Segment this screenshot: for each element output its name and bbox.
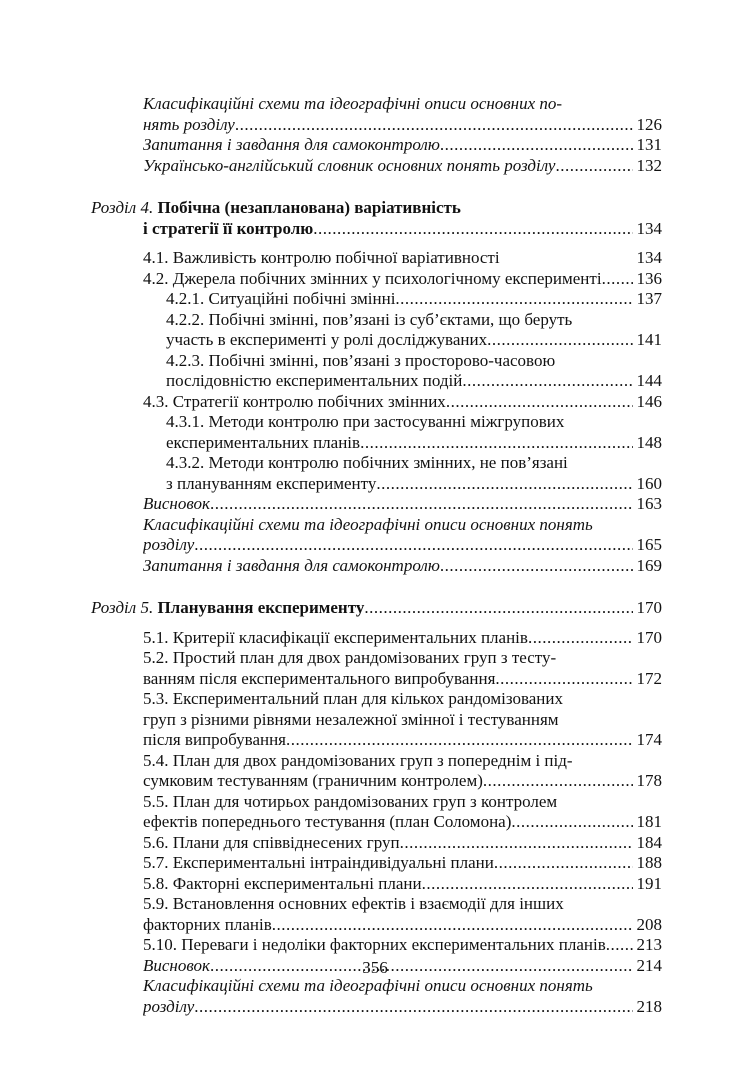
toc-row <box>0 771 750 792</box>
toc-entry[interactable] <box>143 494 662 515</box>
toc-row <box>0 371 750 392</box>
toc-entry-text: 4.3. Стратегії контролю побічних змінних <box>143 391 446 411</box>
toc-entry-text: Класифікаційні схеми та ідеографічні описи основних по- <box>143 94 563 113</box>
dot-leader <box>235 115 633 136</box>
toc-entry[interactable] <box>166 289 662 310</box>
toc-row <box>0 433 750 454</box>
toc-row <box>0 412 750 433</box>
dot-leader <box>376 474 633 495</box>
toc-row <box>0 853 750 874</box>
toc-entry-text: сумковим тестуванням (граничним контролем) <box>143 771 483 790</box>
toc-entry[interactable] <box>143 997 662 1018</box>
toc-entry-text: Висновок <box>143 955 210 975</box>
toc-page-number: 170 <box>636 627 662 647</box>
toc-page-number: 214 <box>636 955 662 975</box>
toc-entry[interactable] <box>166 371 662 392</box>
toc-page-number: 136 <box>636 268 662 288</box>
toc-row <box>0 392 750 413</box>
toc-row <box>0 710 750 731</box>
toc-entry-text: з плануванням експерименту <box>166 473 377 493</box>
toc-page-number: 160 <box>636 473 662 493</box>
toc-entry-text: послідовністю експериментальних подій <box>166 371 463 390</box>
toc-page-number: 132 <box>636 155 662 175</box>
toc-entry-text: Запитання і завдання для самоконтролю <box>143 555 440 575</box>
toc-page-number: 131 <box>636 135 662 154</box>
toc-row <box>0 219 750 240</box>
toc-entry[interactable] <box>143 833 662 854</box>
toc-row <box>0 515 750 536</box>
toc-page-number: 148 <box>636 432 662 452</box>
dot-leader <box>395 289 633 310</box>
toc-entry[interactable] <box>143 669 662 690</box>
chapter-title: Побічна (незапланована) варіативність <box>157 198 461 217</box>
toc-page-number: 218 <box>636 996 662 1016</box>
toc-entry-text: 4.2. Джерела побічних змінних у психологічному експерименті <box>143 268 602 288</box>
toc-row <box>0 351 750 372</box>
toc-row <box>0 289 750 310</box>
dot-leader <box>528 628 633 649</box>
dot-leader <box>446 392 633 413</box>
toc-row <box>0 730 750 751</box>
toc-row <box>0 269 750 290</box>
toc-entry-text: ванням після експериментального випробування <box>143 668 496 688</box>
chapter-title: Планування експерименту <box>157 598 365 617</box>
toc-entry-text: участь в експерименті у ролі досліджуваних <box>166 330 488 349</box>
toc-entry-text[interactable]: 4.1. Важливість контролю побічної варіативності <box>143 248 500 267</box>
chapter-heading <box>0 598 750 619</box>
toc-page-number: 141 <box>636 330 662 349</box>
toc-row <box>0 156 750 177</box>
toc-page-number: 188 <box>636 853 662 872</box>
toc-row <box>0 115 750 136</box>
toc-entry[interactable] <box>91 598 662 619</box>
toc-entry-text: 4.3.1. Методи контролю при застосуванні міжгрупових <box>166 412 565 431</box>
toc-entry[interactable] <box>143 269 662 290</box>
toc-page-number: 163 <box>636 494 662 513</box>
toc-entry[interactable] <box>143 935 662 956</box>
toc-entry[interactable] <box>166 474 662 495</box>
toc-entry-text: 4.2.2. Побічні змінні, пов’язані із суб’єктами, що беруть <box>166 309 573 329</box>
toc-entry-text: 5.1. Критерії класифікації експериментальних планів <box>143 627 528 647</box>
toc-entry-text: ефектів попереднього тестування (план Соломона) <box>143 812 512 831</box>
toc-entry-text: 5.2. Простий план для двох рандомізованих груп з тесту- <box>143 648 557 667</box>
toc-page-number: 178 <box>636 771 662 790</box>
dot-leader <box>422 874 633 895</box>
toc-entry[interactable] <box>143 156 662 177</box>
toc-entry-text: Класифікаційні схеми та ідеографічні описи основних понять <box>143 976 593 995</box>
chapter-label: Розділ 4. <box>91 198 154 217</box>
toc-row <box>0 976 750 997</box>
dot-leader <box>483 771 633 792</box>
toc-row <box>0 833 750 854</box>
toc-page-number: 181 <box>636 812 662 831</box>
toc-entry-text: Запитання і завдання для самоконтролю <box>143 135 440 154</box>
toc-row <box>0 648 750 669</box>
toc-entry-text: 5.6. Плани для співвіднесених груп <box>143 832 400 852</box>
toc-row <box>0 135 750 156</box>
dot-leader <box>495 669 633 690</box>
toc-entry[interactable] <box>143 730 662 751</box>
dot-leader <box>494 853 633 874</box>
toc-entry[interactable] <box>143 219 662 240</box>
toc-entry[interactable] <box>143 392 662 413</box>
toc-row <box>0 751 750 772</box>
toc-entry-text: 5.8. Факторні експериментальні плани <box>143 873 422 893</box>
toc-entry-text: 5.3. Експериментальний план для кількох рандомізованих <box>143 689 563 708</box>
toc-row <box>0 915 750 936</box>
toc-entry-text: 5.4. План для двох рандомізованих груп з попереднім і під- <box>143 750 573 770</box>
toc-entry-text: нять розділу <box>143 114 235 134</box>
toc-entry[interactable] <box>143 135 662 156</box>
toc-row <box>0 812 750 833</box>
toc-page-number: 208 <box>636 914 662 934</box>
toc-row <box>0 474 750 495</box>
toc-page-number: 137 <box>636 289 662 308</box>
dot-leader <box>194 535 633 556</box>
toc-entry-text: Висновок <box>143 494 210 513</box>
toc-entry[interactable] <box>143 535 662 556</box>
toc-row <box>0 628 750 649</box>
toc-page-number: 146 <box>636 391 662 411</box>
toc-entry[interactable] <box>143 115 662 136</box>
toc-entry-text: 4.2.1. Ситуаційні побічні змінні <box>166 289 396 308</box>
chapter-heading <box>0 198 750 219</box>
toc-entry[interactable] <box>143 628 662 649</box>
dot-leader <box>286 730 633 751</box>
dot-leader <box>555 156 633 177</box>
toc-entry[interactable] <box>143 812 662 833</box>
chapter-title: і стратегії її контролю <box>143 218 314 238</box>
toc-page-number: 191 <box>636 873 662 893</box>
toc-entry-text: груп з різними рівнями незалежної змінної і тестуванням <box>143 709 559 729</box>
toc-entry-text: експериментальних планів <box>166 432 361 452</box>
dot-leader <box>364 598 633 619</box>
toc-page-number: 126 <box>636 114 662 134</box>
toc-page-number: 134 <box>636 248 662 267</box>
toc-entry-text: Класифікаційні схеми та ідеографічні описи основних понять <box>143 514 593 534</box>
dot-leader <box>272 915 633 936</box>
toc-entry-text: 5.7. Експериментальні інтраіндивідуальні плани <box>143 853 494 872</box>
toc-page-number: 213 <box>636 935 662 954</box>
toc-row <box>0 669 750 690</box>
dot-leader <box>462 371 633 392</box>
toc-entry[interactable] <box>143 556 662 577</box>
toc-row <box>0 689 750 710</box>
toc-page-number: 174 <box>636 730 662 749</box>
toc-entry[interactable] <box>143 874 662 895</box>
toc-entry-text: 5.5. План для чотирьох рандомізованих груп з контролем <box>143 791 558 811</box>
toc-entry[interactable] <box>166 330 662 351</box>
toc-entry-text: 4.3.2. Методи контролю побічних змінних, не пов’язані <box>166 453 568 472</box>
toc-page-number: 165 <box>636 535 662 554</box>
dot-leader <box>210 494 633 515</box>
dot-leader <box>440 556 633 577</box>
dot-leader <box>440 135 633 156</box>
toc-entry[interactable] <box>143 915 662 936</box>
toc-entry[interactable] <box>143 771 662 792</box>
toc-page-number: 184 <box>636 832 662 852</box>
toc-entry-text: 4.2.3. Побічні змінні, пов’язані з просторово-часовою <box>166 350 556 370</box>
toc-row <box>0 894 750 915</box>
toc-entry-text: 5.10. Переваги і недоліки факторних експериментальних планів <box>143 935 606 954</box>
toc-row <box>0 453 750 474</box>
dot-leader <box>360 433 633 454</box>
toc-entry-text: розділу <box>143 996 195 1016</box>
toc-row <box>0 792 750 813</box>
toc-row <box>0 330 750 351</box>
dot-leader <box>313 219 633 240</box>
toc-row <box>0 556 750 577</box>
toc-page-number: 170 <box>636 598 662 617</box>
page-number: 356 <box>362 958 388 977</box>
toc-entry[interactable] <box>166 433 662 454</box>
toc-row <box>0 935 750 956</box>
toc-row <box>0 494 750 515</box>
toc-entry[interactable] <box>143 853 662 874</box>
chapter-label: Розділ 5. <box>91 598 154 617</box>
table-of-contents <box>0 94 750 1017</box>
dot-leader <box>194 997 633 1018</box>
toc-row <box>0 248 750 269</box>
toc-row <box>0 310 750 331</box>
toc-page-number: 134 <box>636 218 662 238</box>
dot-leader <box>511 812 633 833</box>
dot-leader <box>602 269 633 290</box>
toc-row <box>0 94 750 115</box>
dot-leader <box>400 833 633 854</box>
toc-page-number: 172 <box>636 668 662 688</box>
toc-entry-text: факторних планів <box>143 914 272 934</box>
toc-entry-text: 5.9. Встановлення основних ефектів і взаємодії для інших <box>143 894 564 913</box>
dot-leader <box>487 330 633 351</box>
toc-row <box>0 535 750 556</box>
toc-row <box>0 997 750 1018</box>
toc-entry-text: розділу <box>143 535 195 554</box>
toc-entry-text: після випробування <box>143 730 287 749</box>
toc-page-number: 144 <box>636 371 662 390</box>
toc-entry-text: Українсько-англійський словник основних понять розділу <box>143 155 556 175</box>
dot-leader <box>606 935 633 956</box>
toc-page-number: 169 <box>636 555 662 575</box>
toc-row <box>0 874 750 895</box>
